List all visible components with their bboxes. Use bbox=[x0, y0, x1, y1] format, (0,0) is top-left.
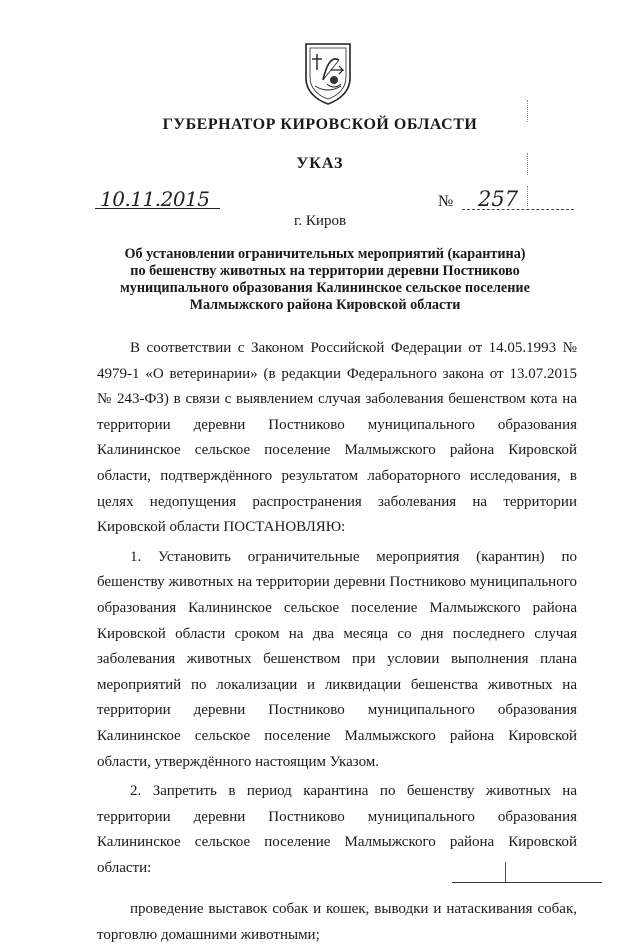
clause-2-paragraph: 2. Запретить в период карантина по бешенству животных на территории деревни Постниково муниципального образования Калининское сельское поселение Малмыжского района Кировской области: bbox=[97, 783, 577, 876]
issue-city: г. Киров bbox=[293, 213, 347, 229]
margin-mark bbox=[527, 153, 528, 175]
document-type: УКАЗ bbox=[296, 155, 344, 172]
decree-number: 257 bbox=[478, 187, 519, 211]
footer-mark bbox=[505, 862, 506, 882]
preamble-paragraph: В соответствии с Законом Российской Федерации от 14.05.1993 № 4979-1 «О ветеринарии» (в редакции Федерального закона от 13.07.2015 № 243-ФЗ) в связи с выявлением случая заболевания бешенством кота на территории деревни Постниково муниципального образования Калининское сельское поселение Малмыжского района Кировской области, подтверждённого результатом лабораторного исследования, в целях недопущения распространения заболевания на территории Кировской области ПОСТАНОВЛЯЮ: bbox=[97, 340, 577, 536]
margin-mark bbox=[527, 186, 528, 206]
margin-mark bbox=[527, 100, 528, 122]
decree-title bbox=[100, 246, 550, 314]
decree-date: 10.11.2015 bbox=[100, 187, 210, 211]
title-line: Об установлении ограничительных мероприятий (карантина) bbox=[124, 246, 526, 262]
clause-1-paragraph: 1. Установить ограничительные мероприятия (карантин) по бешенству животных на территории деревни Постниково муниципального образования Калининское сельское поселение Малмыжского района Кировской области сроком на два месяца со дня последнего случая заболевания животных бешенством при условии выполнения плана мероприятий по локализации и ликвидации бешенства животных на территории деревни Постниково муниципального образования Калининское сельское поселение Малмыжского района Кировской области, утверждённого настоящим Указом. bbox=[97, 548, 577, 770]
coat-of-arms-icon bbox=[303, 40, 353, 106]
decree-body bbox=[97, 336, 577, 949]
date-underline bbox=[95, 208, 220, 209]
title-line: по бешенству животных на территории деревни Постниково bbox=[130, 263, 520, 279]
title-line: муниципального образования Калининское сельское поселение bbox=[120, 280, 530, 296]
title-line: Малмыжского района Кировской области bbox=[189, 297, 461, 313]
number-sign: № bbox=[438, 193, 454, 210]
footer-line bbox=[452, 882, 602, 883]
clause-2-item: проведение выставок собак и кошек, выводки и натаскивания собак, торговлю домашними животными; bbox=[97, 901, 577, 944]
number-underline bbox=[462, 209, 574, 210]
issuing-authority: ГУБЕРНАТОР КИРОВСКОЙ ОБЛАСТИ bbox=[162, 116, 478, 133]
